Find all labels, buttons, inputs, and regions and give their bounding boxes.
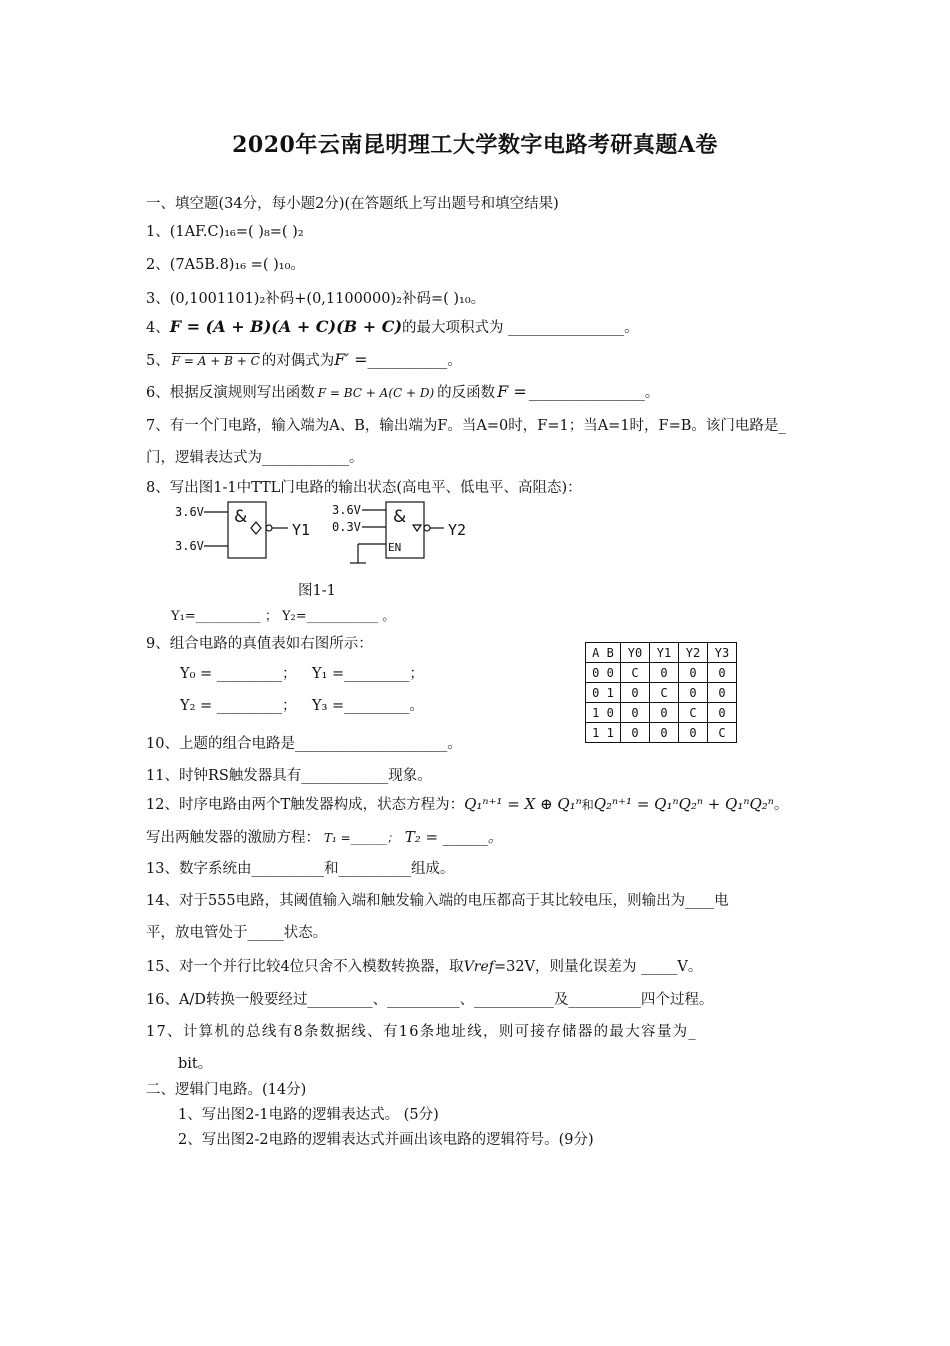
question-17-line1: 17、计算机的总线有8条数据线、有16条地址线，则可接存储器的最大容量为_	[146, 1024, 697, 1040]
table-cell: 0	[621, 703, 650, 723]
q5-number: 5、	[146, 353, 170, 369]
question-10: 10、上题的组合电路是_____________________。	[146, 736, 462, 752]
gate1-and-symbol: &	[234, 507, 248, 527]
q4-number: 4、	[146, 320, 170, 336]
gate1-inverter-bubble	[266, 525, 272, 531]
table-cell: 0	[650, 663, 679, 683]
question-15	[146, 955, 702, 976]
table-row	[586, 663, 737, 683]
q12-text: 12、时序电路由两个T触发器构成，状态方程为：	[146, 797, 465, 813]
question-11: 11、时钟RS触发器具有____________现象。	[146, 768, 432, 784]
table-cell: 1 1	[586, 723, 621, 743]
table-cell: 0	[708, 703, 737, 723]
header-y3: Y3	[708, 643, 737, 663]
header-y0: Y0	[621, 643, 650, 663]
table-cell: 0	[650, 723, 679, 743]
gate1-oc-symbol	[251, 522, 261, 534]
q12-end: 。	[773, 797, 789, 813]
question-2: 2、(7A5B.8)₁₆ =( )₁₀。	[146, 257, 305, 273]
table-cell: 0	[650, 703, 679, 723]
figure-1-1-caption: 图1-1	[298, 583, 336, 599]
q15-end: =32V，则量化误差为 _____V。	[493, 959, 703, 975]
gate1-input-b: 3.6V	[175, 539, 204, 553]
gate2-input-a: 3.6V	[332, 503, 361, 517]
question-4	[146, 316, 639, 337]
figure-1-1	[170, 500, 480, 572]
q6-inverse: F =	[497, 382, 527, 401]
question-3: 3、(0,1001101)₂补码+(0,1100000)₂补码=( )₁₀。	[146, 291, 486, 307]
question-7-line2: 门，逻辑表达式为____________。	[146, 450, 364, 466]
question-5	[146, 349, 462, 370]
section2-question-2: 2、写出图2-2电路的逻辑表达式并画出该电路的逻辑符号。(9分)	[178, 1132, 594, 1148]
q15-vref: Vref	[463, 959, 494, 975]
gate2-output-label: Y2	[448, 521, 467, 539]
table-cell: C	[679, 703, 708, 723]
table-cell: 1 0	[586, 703, 621, 723]
gate2-input-b: 0.3V	[332, 520, 361, 534]
section1-heading: 一、填空题(34分，每小题2分)(在答题纸上写出题号和填空结果)	[146, 196, 559, 212]
header-y1: Y1	[650, 643, 679, 663]
truth-table	[585, 642, 737, 743]
gate1-input-a: 3.6V	[175, 505, 204, 519]
table-row	[586, 703, 737, 723]
header-ab: A B	[586, 643, 621, 663]
table-row	[586, 723, 737, 743]
question-17-line2: bit。	[178, 1056, 213, 1072]
q6-blank: ________________。	[528, 385, 660, 401]
table-cell: 0 0	[586, 663, 621, 683]
question-12	[146, 793, 788, 814]
question-6	[146, 381, 659, 402]
q15-text: 15、对一个并行比较4位只舍不入模数转换器，取	[146, 959, 464, 975]
question-13: 13、数字系统由__________和__________组成。	[146, 861, 455, 877]
gate2-and-symbol: &	[393, 507, 407, 527]
q12-equation-2: Q₂ⁿ⁺¹ = Q₁ⁿQ₂ⁿ + Q₁ⁿQ₂ⁿ	[593, 795, 774, 813]
gate2-inverter-bubble	[424, 525, 430, 531]
q6-expression: F = BC + A(C + D)	[317, 386, 435, 400]
table-cell: 0	[679, 683, 708, 703]
table-cell: C	[708, 723, 737, 743]
q9-y0: Y₀ = _________；	[180, 666, 297, 682]
table-cell: 0	[708, 663, 737, 683]
q9-y1: Y₁ =_________；	[312, 666, 424, 682]
section2-heading: 二、逻辑门电路。(14分)	[146, 1082, 307, 1098]
question-8: 8、写出图1-1中TTL门电路的输出状态(高电平、低电平、高阻态)：	[146, 480, 582, 496]
question-16: 16、A/D转换一般要经过_________、__________、___________及__________四个过程。	[146, 992, 714, 1008]
gate2-tristate-symbol	[413, 525, 421, 531]
page-title: 2020年云南昆明理工大学数字电路考研真题A卷	[232, 132, 718, 158]
section2-question-1: 1、写出图2-1电路的逻辑表达式。 (5分)	[178, 1107, 439, 1123]
table-cell: C	[650, 683, 679, 703]
q9-y3: Y₃ =_________。	[312, 698, 424, 714]
truth-table-header	[586, 643, 737, 663]
table-cell: 0	[679, 723, 708, 743]
table-cell: C	[621, 663, 650, 683]
q12-excitation-text: 写出两触发器的激励方程：	[146, 830, 320, 846]
q6-mid: 的反函数	[437, 385, 496, 401]
table-row	[586, 683, 737, 703]
q12-equation-1: Q₁ⁿ⁺¹ = X ⊕ Q₁ⁿ	[464, 795, 582, 813]
table-cell: 0 1	[586, 683, 621, 703]
table-cell: 0	[679, 663, 708, 683]
question-8-answer: Y₁=__________ ； Y₂=___________ 。	[171, 609, 396, 624]
q5-blank: ___________。	[367, 353, 462, 369]
q5-expression: F = A + B + C	[171, 354, 260, 368]
table-cell: 0	[621, 723, 650, 743]
table-cell: 0	[708, 683, 737, 703]
q9-y2: Y₂ = _________；	[180, 698, 297, 714]
gate2-enable-label: EN	[388, 541, 402, 554]
question-7-line1: 7、有一个门电路，输入端为A、B，输出端为F。当A=0时，F=1；当A=1时，F=B。该门电路是_	[146, 418, 786, 434]
q12-t2: T₂ = ______。	[404, 828, 503, 846]
q5-dual: F′ =	[334, 350, 368, 369]
question-14-line1: 14、对于555电路，其阈值输入端和触发输入端的电压都高于其比较电压，则输出为____电	[146, 893, 729, 909]
question-9: 9、组合电路的真值表如右图所示：	[146, 636, 373, 652]
question-1: 1、(1AF.C)₁₆=( )₈=( )₂	[146, 224, 304, 240]
q4-text: 的最大项积式为 ________________。	[402, 320, 639, 336]
header-y2: Y2	[679, 643, 708, 663]
q12-t1: T₁ =______；	[324, 831, 399, 845]
q5-text: 的对偶式为	[261, 353, 335, 369]
question-14-line2: 平，放电管处于_____状态。	[146, 925, 328, 941]
question-12-line2	[146, 826, 503, 847]
q12-and: 和	[581, 798, 594, 812]
q4-expression: F = (A + B)(A + C)(B + C)	[169, 317, 403, 336]
table-cell: 0	[621, 683, 650, 703]
gate1-output-label: Y1	[292, 521, 311, 539]
q6-text: 6、根据反演规则写出函数	[146, 385, 315, 401]
